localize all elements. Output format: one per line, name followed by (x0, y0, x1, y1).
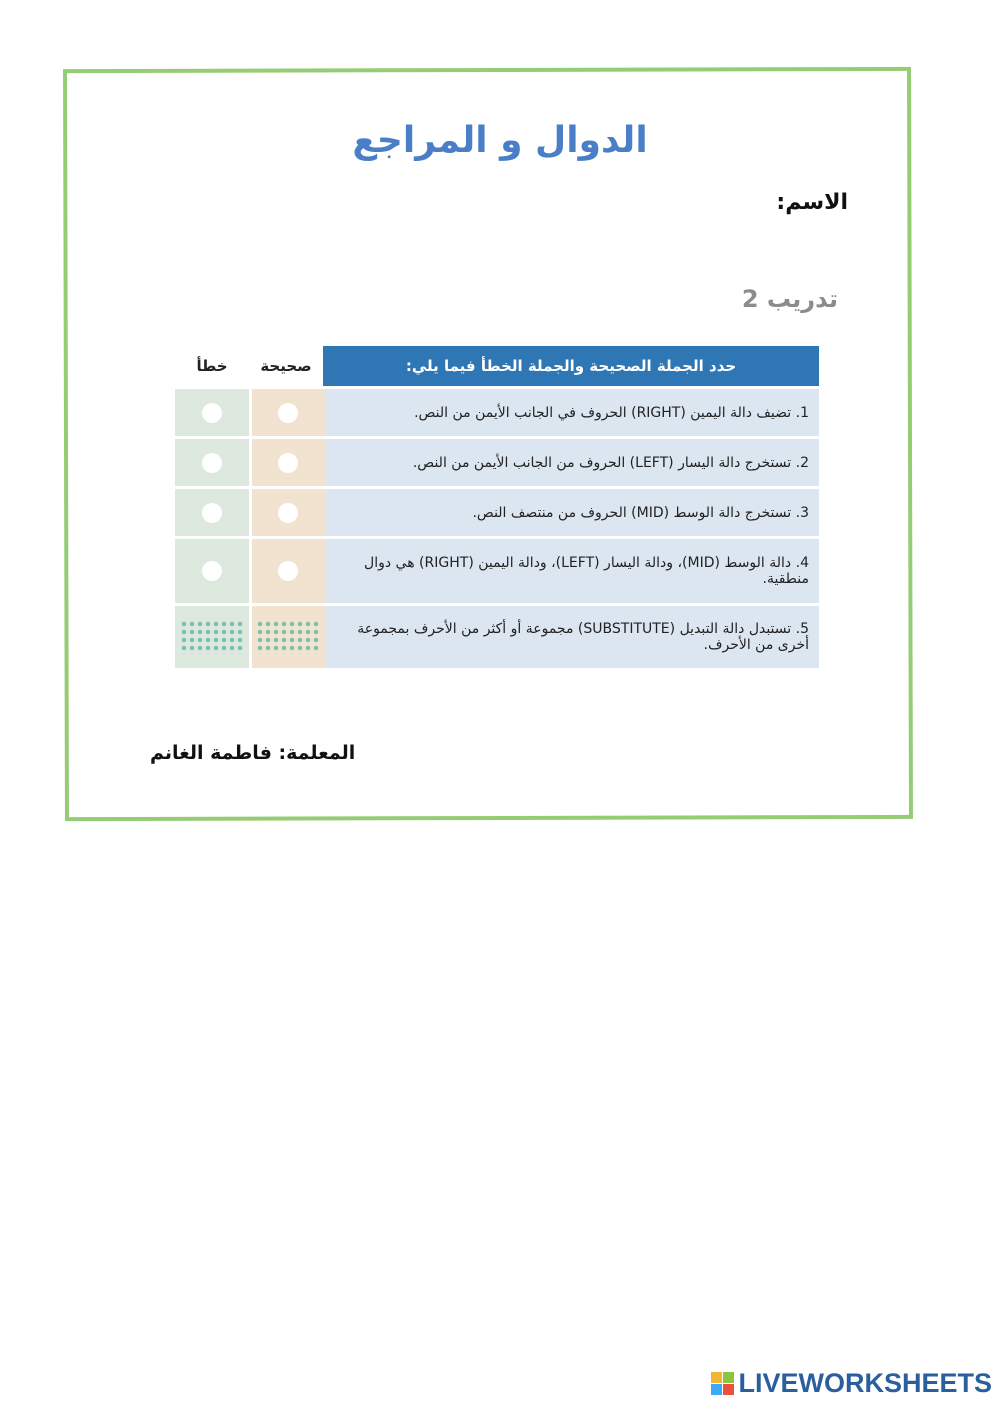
true-cell (252, 539, 326, 603)
true-radio[interactable] (278, 503, 298, 523)
table-row (172, 436, 819, 486)
true-cell (252, 489, 326, 536)
true-radio[interactable] (278, 403, 298, 423)
false-cell (175, 389, 249, 436)
dot-pattern-decoration (256, 620, 320, 654)
question-text: 4. دالة الوسط (MID)، ودالة اليسار (LEFT)، ودالة اليمين (RIGHT) هي دوال منطقية. (325, 539, 819, 603)
false-column-header: خطأ (175, 346, 249, 386)
true-radio[interactable] (278, 561, 298, 581)
teacher-name: المعلمة: فاطمة الغانم (150, 742, 356, 764)
false-cell (175, 606, 249, 668)
worksheet-title: الدوال و المراجع (352, 120, 648, 161)
false-cell (175, 489, 249, 536)
dot-pattern-decoration (180, 620, 244, 654)
false-cell (175, 439, 249, 486)
table-header-row (172, 346, 819, 386)
true-cell (252, 606, 326, 668)
question-text: 3. تستخرج دالة الوسط (MID) الحروف من منتصف النص. (325, 489, 819, 536)
exercise-label: تدريب 2 (741, 285, 838, 313)
table-row (172, 536, 819, 603)
false-cell (175, 539, 249, 603)
question-text: 5. تستبدل دالة التبديل (SUBSTITUTE) مجموعة أو أكثر من الأحرف بمجموعة أخرى من الأحرف. (325, 606, 819, 668)
table-row (172, 603, 819, 668)
name-label: الاسم: (776, 190, 848, 215)
true-cell (252, 389, 326, 436)
instruction-header: حدد الجملة الصحيحة والجملة الخطأ فيما يلي: (323, 346, 819, 386)
logo-text: LIVEWORKSHEETS (738, 1368, 992, 1398)
question-text: 2. تستخرج دالة اليسار (LEFT) الحروف من الجانب الأيمن من النص. (325, 439, 819, 486)
logo-squares-icon (711, 1372, 734, 1395)
table-row (172, 386, 819, 436)
true-radio[interactable] (278, 453, 298, 473)
liveworksheets-logo (711, 1368, 992, 1399)
true-false-table (172, 346, 819, 668)
false-radio[interactable] (202, 503, 222, 523)
false-radio[interactable] (202, 561, 222, 581)
true-column-header: صحيحة (249, 346, 323, 386)
table-row (172, 486, 819, 536)
true-cell (252, 439, 326, 486)
false-radio[interactable] (202, 403, 222, 423)
question-text: 1. تضيف دالة اليمين (RIGHT) الحروف في الجانب الأيمن من النص. (325, 389, 819, 436)
false-radio[interactable] (202, 453, 222, 473)
